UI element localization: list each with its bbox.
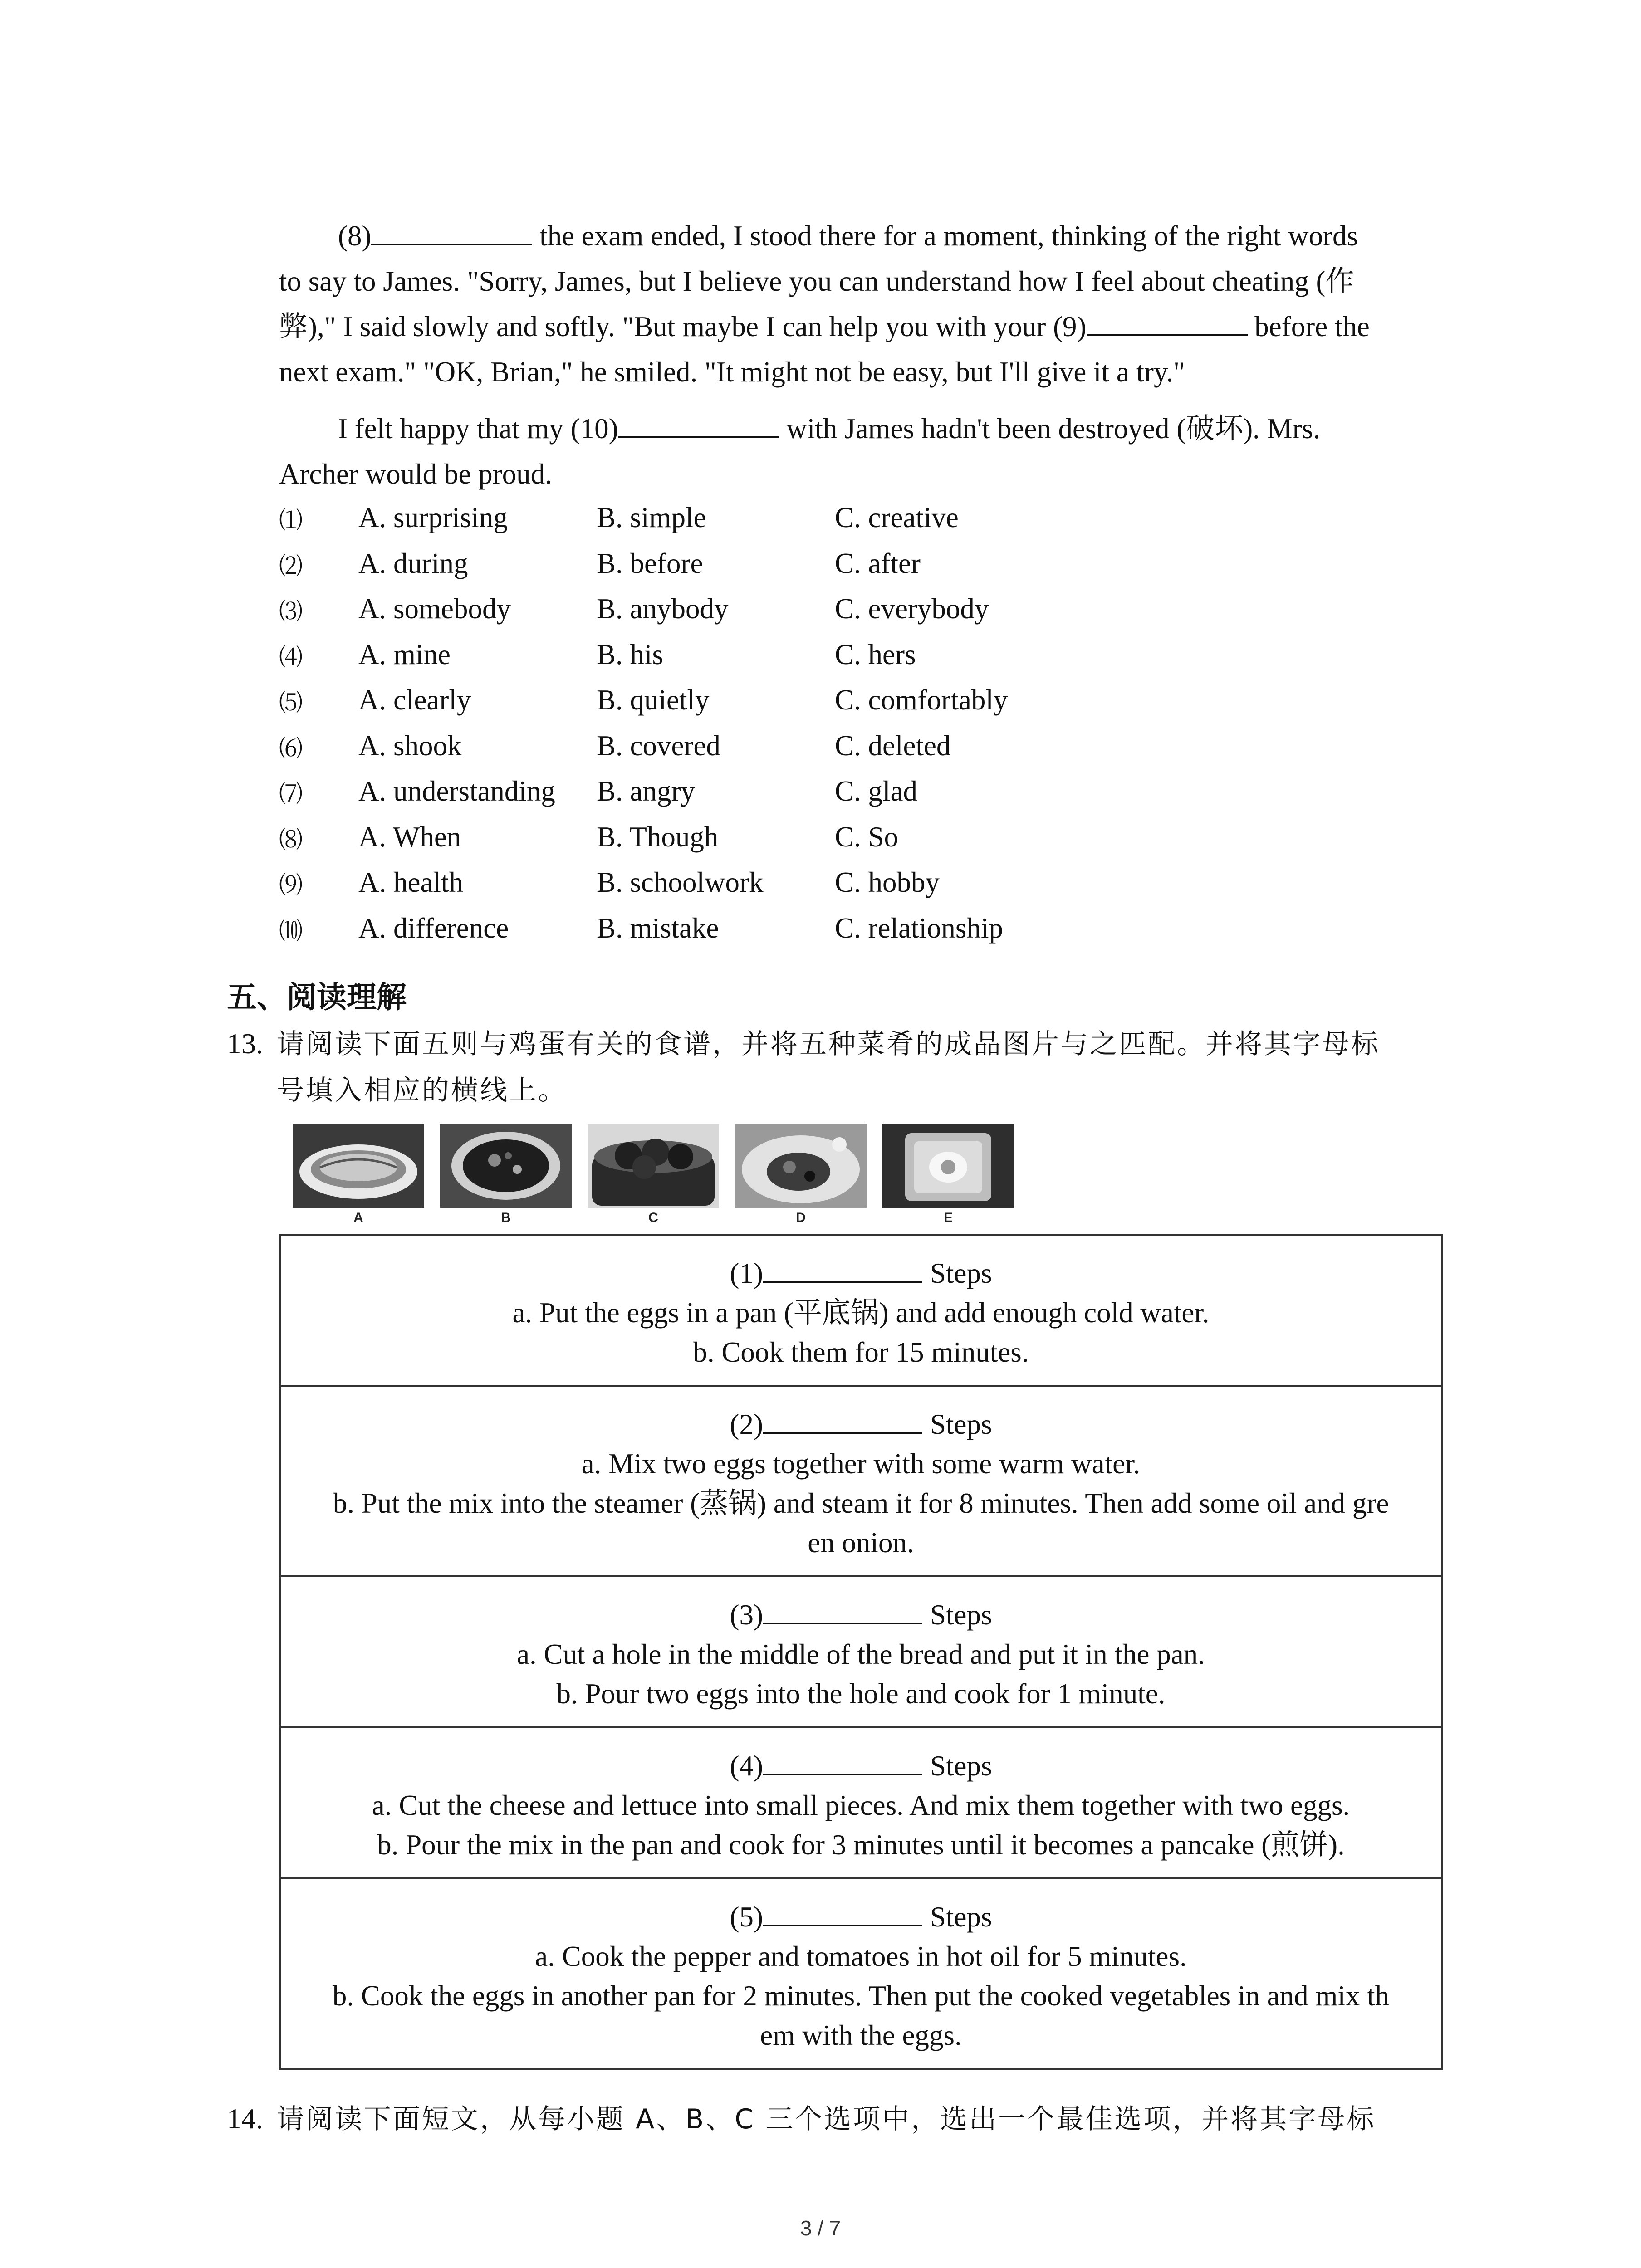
picture-label: B [501,1210,511,1225]
option-c[interactable]: C. hers [835,638,916,670]
option-a[interactable]: A. health [358,866,463,898]
blank-number: (8) [338,220,372,252]
answer-blank-8[interactable] [371,217,532,245]
steps-label: Steps [930,1750,992,1782]
question-line [227,2096,1443,2142]
recipe-step: a. Cook the pepper and tomatoes in hot oil for 5 minutes. [535,1941,1187,1972]
recipe-step: a. Cut a hole in the middle of the bread and put it in the pan. [517,1638,1205,1670]
option-a[interactable]: A. mine [358,638,451,670]
option-c[interactable]: C. after [835,547,921,579]
steps-label: Steps [930,1901,992,1933]
question-line [227,1067,1443,1114]
picture-label: D [796,1210,806,1225]
option-row [279,501,1186,547]
recipe-number: (2) [730,1408,763,1440]
option-row [279,821,1186,866]
option-row [279,729,1186,775]
option-number: ⑽ [279,917,303,945]
option-a[interactable]: A. surprising [358,502,508,533]
dish-picture-e [882,1124,1014,1208]
passage-line [279,406,1434,451]
dish-picture-a [293,1124,424,1208]
recipe-heading [294,1595,1427,1635]
boiled-eggs-pan-icon [588,1124,719,1208]
question-number: 14. [227,2102,263,2135]
recipe-heading [294,1746,1427,1786]
steps-label: Steps [930,1408,992,1440]
option-b[interactable]: B. his [597,638,664,670]
dish-pictures [279,1119,1041,1231]
option-row [279,775,1186,821]
option-b[interactable]: B. mistake [597,912,719,944]
passage-text: 弊)," I said slowly and softly. "But maybe I can help you with your (9) [279,311,1087,342]
egg-in-bread-icon [882,1124,1014,1208]
option-a[interactable]: A. during [358,547,468,579]
recipe-step: b. Pour two eggs into the hole and cook for 1 minute. [556,1678,1166,1710]
option-row [279,866,1186,912]
page-number: 3 / 7 [800,2216,841,2240]
option-b[interactable]: B. before [597,547,703,579]
question-13-instructions [227,1021,1443,1114]
option-b[interactable]: B. covered [597,729,720,762]
recipe-table [279,1234,1443,2070]
passage-text: I felt happy that my (10) [338,413,618,445]
option-row [279,912,1186,958]
picture-label: E [943,1210,953,1225]
steps-label: Steps [930,1599,992,1631]
recipe-step: b. Cook them for 15 minutes. [693,1336,1029,1368]
option-a[interactable]: A. understanding [358,775,555,807]
question-text: 请阅读下面五则与鸡蛋有关的食谱，并将五种菜肴的成品图片与之匹配。并将其字母标 [277,1028,1380,1060]
option-c[interactable]: C. everybody [835,593,989,625]
option-a[interactable]: A. difference [358,912,509,944]
passage-line: to say to James. "Sorry, James, but I believe you can understand how I feel about cheating (作 [279,265,1354,297]
recipe-step: a. Mix two eggs together with some warm water. [581,1448,1141,1480]
option-a[interactable]: A. somebody [358,593,511,625]
recipe-box [281,1877,1441,2068]
recipe-answer-blank[interactable] [763,1597,922,1624]
recipe-answer-blank[interactable] [763,1899,922,1926]
option-number: ⑶ [279,598,303,626]
option-row [279,638,1186,684]
passage-paragraph-2 [279,406,1434,497]
option-c[interactable]: C. comfortably [835,684,1008,716]
option-c[interactable]: C. hobby [835,866,940,898]
passage-text: the exam ended, I stood there for a moment, thinking of the right words [532,220,1358,252]
recipe-heading [294,1254,1427,1293]
option-number: ⑻ [279,826,303,854]
option-row [279,547,1186,593]
recipe-step: b. Pour the mix in the pan and cook for 3 minutes until it becomes a pancake (煎饼). [377,1829,1345,1861]
option-b[interactable]: B. anybody [597,593,729,625]
option-number: ⑹ [279,735,303,763]
recipe-step: en onion. [808,1527,914,1559]
option-c[interactable]: C. So [835,821,899,853]
steps-label: Steps [930,1257,992,1289]
option-number: ⑼ [279,872,303,899]
recipe-number: (4) [730,1750,763,1782]
recipe-box [281,1236,1441,1385]
recipe-box [281,1385,1441,1575]
passage-text: with James hadn't been destroyed (破坏). Mrs. [779,413,1320,445]
option-c[interactable]: C. deleted [835,729,951,762]
recipe-number: (5) [730,1901,763,1933]
recipe-answer-blank[interactable] [763,1748,922,1775]
recipe-heading [294,1405,1427,1444]
dish-picture-b [440,1124,572,1208]
option-number: ⑴ [279,507,303,534]
option-b[interactable]: B. Though [597,821,719,853]
recipe-step: b. Put the mix into the steamer (蒸锅) and steam it for 8 minutes. Then add some oil and gre [333,1487,1389,1519]
question-number: 13. [227,1027,263,1060]
answer-blank-10[interactable] [618,410,779,438]
passage-line [279,304,1434,349]
option-c[interactable]: C. glad [835,775,917,807]
picture-label: A [353,1210,363,1225]
section-heading: 五、阅读理解 [227,980,407,1015]
passage-text: before the [1247,311,1370,342]
recipe-step: a. Cut the cheese and lettuce into small pieces. And mix them together with two eggs. [372,1789,1350,1821]
option-b[interactable]: B. schoolwork [597,866,764,898]
question-text: 号填入相应的横线上。 [277,1075,567,1106]
option-row [279,592,1186,638]
option-a[interactable]: A. When [358,821,461,853]
option-number: ⑺ [279,781,303,808]
passage-paragraph-1 [279,213,1434,395]
passage-line: Archer would be proud. [279,458,552,490]
option-c[interactable]: C. creative [835,502,959,533]
option-number: ⑵ [279,552,303,580]
recipe-answer-blank[interactable] [763,1256,922,1283]
picture-label: C [648,1210,658,1225]
recipe-number: (1) [730,1257,763,1289]
recipe-step: b. Cook the eggs in another pan for 2 minutes. Then put the cooked vegetables in and mix th [332,1980,1390,2012]
recipe-step: a. Put the eggs in a pan (平底锅) and add enough cold water. [512,1297,1210,1329]
option-number: ⑸ [279,689,303,717]
question-line [227,1021,1443,1067]
recipe-number: (3) [730,1599,763,1631]
option-row [279,684,1186,729]
recipe-box [281,1575,1441,1726]
question-14-instructions [227,2096,1443,2142]
fried-egg-veg-dish-icon [735,1124,867,1208]
recipe-step: em with the eggs. [760,2019,962,2051]
recipe-heading [294,1897,1427,1937]
passage-line [279,213,1434,259]
answer-blank-9[interactable] [1087,308,1248,336]
recipe-box [281,1726,1441,1877]
dish-picture-c [588,1124,719,1208]
recipe-answer-blank[interactable] [763,1407,922,1434]
pancake-dish-icon [293,1124,424,1208]
option-b[interactable]: B. angry [597,775,695,807]
option-b[interactable]: B. quietly [597,684,710,716]
egg-bowl-dish-icon [440,1124,572,1208]
option-a[interactable]: A. clearly [358,684,471,716]
dish-picture-d [735,1124,867,1208]
option-a[interactable]: A. shook [358,729,462,762]
question-text: 请阅读下面短文，从每小题 A、B、C 三个选项中，选出一个最佳选项，并将其字母标 [277,2103,1376,2135]
passage-line: next exam." "OK, Brian," he smiled. "It might not be easy, but I'll give it a try." [279,356,1185,388]
option-number: ⑷ [279,644,303,671]
option-b[interactable]: B. simple [597,502,706,533]
option-c[interactable]: C. relationship [835,912,1003,944]
options-list [279,501,1186,957]
